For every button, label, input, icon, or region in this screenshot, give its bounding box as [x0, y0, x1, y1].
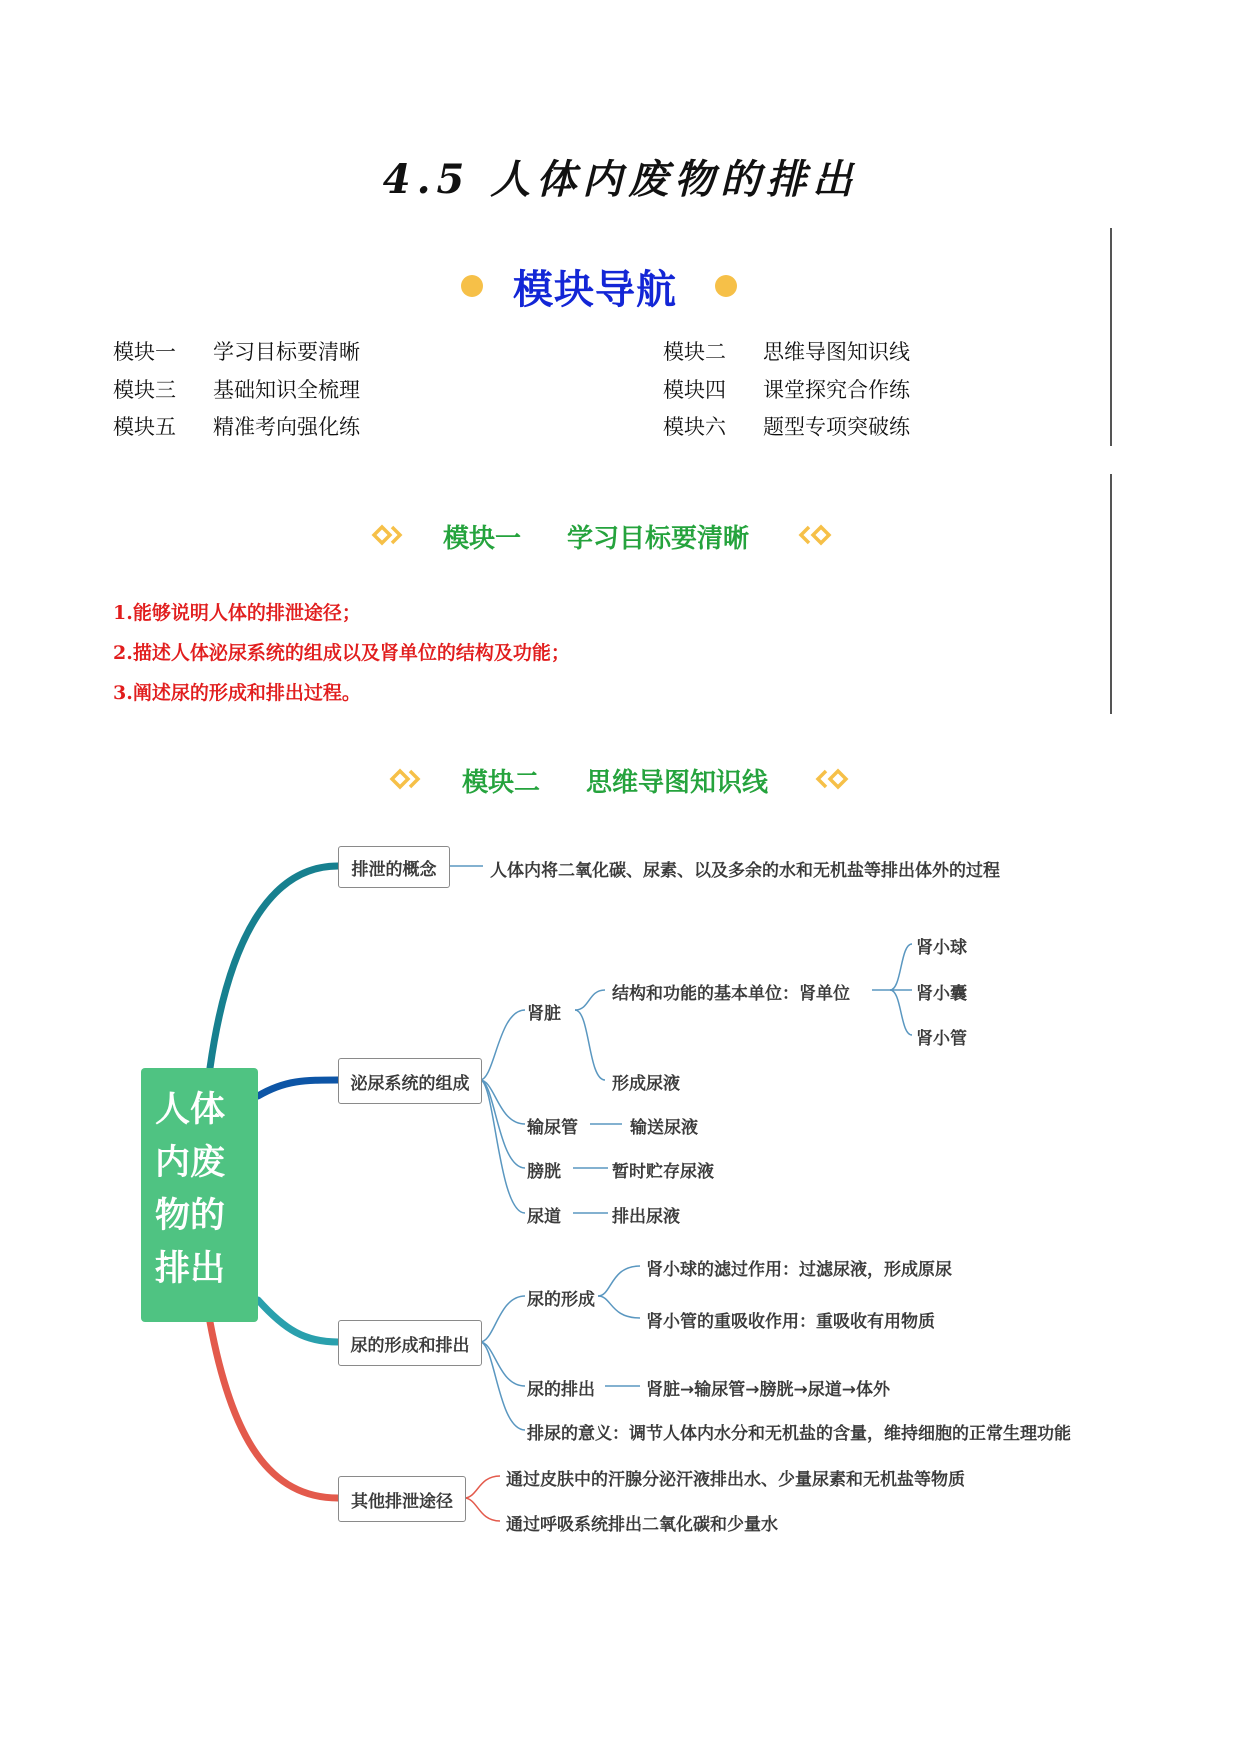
- node-bladder: 膀胱: [527, 1162, 561, 1182]
- nav-item-label: 课堂探究合作练: [763, 378, 910, 402]
- node-urethra-function: 排出尿液: [612, 1207, 680, 1227]
- nav-item-num: 模块五: [113, 415, 176, 439]
- section1-num: 模块一: [443, 524, 522, 554]
- nav-item-num: 模块六: [663, 415, 726, 439]
- node-sweat: 通过皮肤中的汗腺分泌汗液排出水、少量尿素和无机盐等物质: [506, 1470, 965, 1490]
- section1-label: 学习目标要清晰: [567, 524, 750, 554]
- node-ureter-function: 输送尿液: [630, 1118, 698, 1138]
- node-urine-path: 肾脏→输尿管→膀胱→尿道→体外: [646, 1380, 890, 1400]
- nav-item-label: 思维导图知识线: [763, 340, 910, 364]
- node-kidney: 肾脏: [527, 1004, 561, 1024]
- node-ureter: 输尿管: [527, 1118, 578, 1138]
- goal-2: 2.描述人体泌尿系统的组成以及肾单位的结构及功能；: [113, 642, 570, 664]
- branch-other-excretion: 其他排泄途径: [338, 1476, 466, 1522]
- root-line-1: 人体: [155, 1090, 226, 1130]
- branch-line-2: [258, 1080, 338, 1096]
- mindmap-root: [141, 1068, 258, 1322]
- node-urination-meaning: 排尿的意义：调节人体内水分和无机盐的含量，维持细胞的正常生理功能: [527, 1424, 1071, 1444]
- nav-item-label: 题型专项突破练: [763, 415, 910, 439]
- branch-urine-formation: 尿的形成和排出: [338, 1320, 482, 1366]
- root-line-3: 物的: [155, 1196, 226, 1236]
- node-renal-tubule: 肾小管: [916, 1029, 967, 1049]
- node-urine-excretion: 尿的排出: [527, 1380, 595, 1400]
- nav-heading: 模块导航: [513, 267, 677, 313]
- nav-item-num: 模块四: [663, 378, 726, 402]
- nav-item-num: 模块三: [113, 378, 176, 402]
- root-line-4: 排出: [155, 1249, 226, 1289]
- section2-num: 模块二: [462, 768, 541, 798]
- node-bladder-function: 暂时贮存尿液: [612, 1162, 714, 1182]
- node-urethra: 尿道: [527, 1207, 561, 1227]
- nav-item-num: 模块二: [663, 340, 726, 364]
- node-respiration: 通过呼吸系统排出二氧化碳和少量水: [506, 1515, 778, 1535]
- branch-line-4: [210, 1322, 338, 1498]
- nav-item-label: 基础知识全梳理: [213, 378, 360, 402]
- node-urine-formation: 尿的形成: [527, 1290, 595, 1310]
- page-title: 4.5 人体内废物的排出: [382, 156, 859, 203]
- branch-excretion-concept: 排泄的概念: [338, 846, 450, 888]
- excretion-definition: 人体内将二氧化碳、尿素、以及多余的水和无机盐等排出体外的过程: [490, 861, 1000, 881]
- branch-line-1: [210, 866, 338, 1068]
- node-glomerulus: 肾小球: [916, 938, 967, 958]
- node-bowman-capsule: 肾小囊: [916, 984, 967, 1004]
- nav-item-num: 模块一: [113, 340, 176, 364]
- goal-3: 3.阐述尿的形成和排出过程。: [113, 682, 361, 704]
- nav-item-label: 学习目标要清晰: [213, 340, 360, 364]
- nav-item-label: 精准考向强化练: [213, 415, 360, 439]
- branch-line-3: [258, 1300, 338, 1342]
- goal-1: 1.能够说明人体的排泄途径；: [113, 602, 361, 624]
- branch-urinary-system: 泌尿系统的组成: [338, 1058, 482, 1104]
- node-filtration: 肾小球的滤过作用：过滤尿液，形成原尿: [646, 1260, 952, 1280]
- node-kidney-function: 形成尿液: [612, 1074, 680, 1094]
- root-line-2: 内废: [155, 1143, 226, 1183]
- node-nephron: 结构和功能的基本单位：肾单位: [612, 984, 850, 1004]
- section2-label: 思维导图知识线: [586, 768, 769, 798]
- node-reabsorption: 肾小管的重吸收作用：重吸收有用物质: [646, 1312, 935, 1332]
